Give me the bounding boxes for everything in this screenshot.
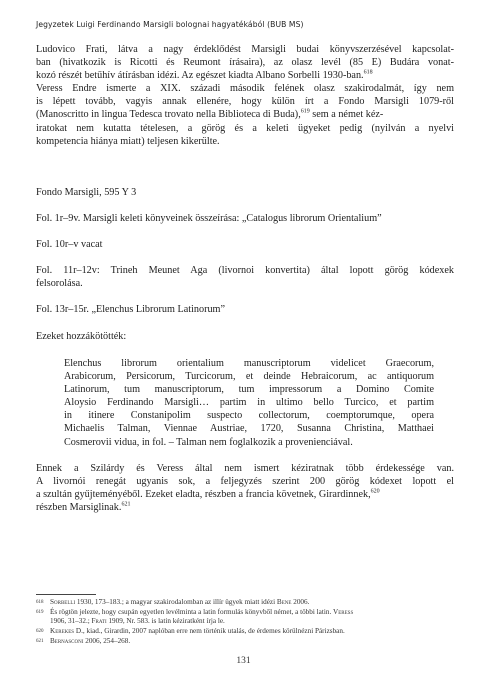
attached-heading: Ezeket hozzákötötték: xyxy=(36,331,127,342)
quote-line: Elenchus librorum orientalium manuscriptorum videlicet Graecorum, xyxy=(64,358,434,369)
footnote-ref[interactable]: 619 xyxy=(300,109,310,116)
footnote-number: 620 xyxy=(36,629,44,634)
text-line: Veress Endre ismerte a XIX. századi második felének olasz szakirodalmát, így nem xyxy=(36,83,454,95)
quote-line: Aloysio Ferdinando Marsigli… partim in ultimo bello Turcico, et partim xyxy=(64,397,434,409)
text-line: ban (hivatkozik is Ricotti és Reumont írásaira), az olasz levél (85 E) Budára vonat- xyxy=(36,57,454,69)
quote-line: in itinere Constanipolim suspecto collectorum, coemptorumque, opera xyxy=(64,410,434,422)
text-line: kompetencia hiánya miatt) teljesen kikerülte. xyxy=(36,135,220,147)
text-line: részben Marsiglinak.$^{621}$ xyxy=(36,501,131,514)
text-line: Ennek a Szilárdy és Veress által nem ismert kéziratnak több érdekessége van. xyxy=(36,463,454,474)
text-line: iratokat nem kutatta tételesen, a görög és a keleti ügyeket pedig (nyilván a nyelvi xyxy=(36,122,454,134)
footnote-number: 619 xyxy=(36,610,44,615)
text-line: is lépett tovább, vagyis annak ellenére, hogy külön írt a Fondo Marsigli 1079-ről xyxy=(36,96,454,108)
block-quote xyxy=(64,357,434,449)
footnote-ref[interactable]: 618 xyxy=(363,69,373,76)
fondo-reference: Fondo Marsigli, 595 Y 3 xyxy=(36,187,137,198)
folio-entry: Fol. 1r–9v. Marsigli keleti könyveinek összeírása: „Catalogus librorum Orientalium” xyxy=(36,213,382,224)
text-line: kozó részét betűhív átírásban idézi. Az egészet kiadta Albano Sorbelli 1930-ban.$^{618}$ xyxy=(36,69,373,82)
footnote-number: 618 xyxy=(36,600,44,605)
footnote: 621 Bernasconi 2006, 254–268. xyxy=(36,637,131,645)
folio-entry: Fol. 13r–15r. „Elenchus Librorum Latinorum” xyxy=(36,304,225,315)
footnote-divider xyxy=(36,594,96,595)
quote-line: Latinorum, tum manuscriptorum, tum impressorum a Domino Comite xyxy=(64,384,434,396)
folio-entry: Fol. 10r–v vacat xyxy=(36,239,103,250)
footnote: 619 És rögtön jelezte, hogy csupán egyetlen levélminta a latin formulás könyvből német, a többi latin. Veress 1906, 31–32.; Frati 1909, Nr. 583. is latin kéziratként írja le. xyxy=(36,608,354,626)
text-line: A livornói renegát ugyanis sok, a feljegyzés szerint 200 görög kódexet lopott el xyxy=(36,476,454,488)
footnote: 620 Kerekes D., kiad., Girardin, 2007 naplóban erre nem történik utalás, de érdemes körülnézni Párizsban. xyxy=(36,627,345,635)
text-line: a szultán gyűjteményéből. Ezeket eladta, részben a francia követnek, Girardinnek,$^{620}$ xyxy=(36,488,380,501)
text-line: Ludovico Frati, látva a nagy érdeklődést Marsigli budai könyvszerzésével kapcsolat- xyxy=(36,44,454,55)
quote-line: Arabicorum, Persicorum, Turcicorum, et deinde Hebraicorum, ac antiquorum xyxy=(64,371,434,383)
text-line: (Manoscritto in lingua Tedesca trovato nella Biblioteca di Buda),$^{619}$ sem a német kéz- xyxy=(36,109,384,121)
quote-line: Michaelis Talman, Viennae Austriae, 1720, Susanna Christina, Matthaei xyxy=(64,423,434,435)
page-number: 131 xyxy=(236,656,251,666)
footnote: 618 Sorbelli 1930, 173–183.; a magyar szakirodalomban az illír ügyek miatt idézi Bene 2006. xyxy=(36,598,310,606)
paragraph-intro xyxy=(36,43,454,148)
paragraph-renegade xyxy=(36,462,454,514)
quote-line: Cosmerovii vidua, in fol. – Talman nem foglalkozik a provenienciával. xyxy=(64,436,353,448)
folio-entry: Fol. 11r–12v: Trineh Meunet Aga (livornoi konvertita) által lopott görög kódexek felsorolása. xyxy=(36,265,454,290)
footnote-number: 621 xyxy=(36,639,44,644)
footnote-ref[interactable]: 620 xyxy=(370,488,380,495)
footnote-ref[interactable]: 621 xyxy=(121,501,131,508)
running-header: Jegyzetek Luigi Ferdinando Marsigli bolognai hagyatékából (BUB MS) xyxy=(36,20,304,29)
